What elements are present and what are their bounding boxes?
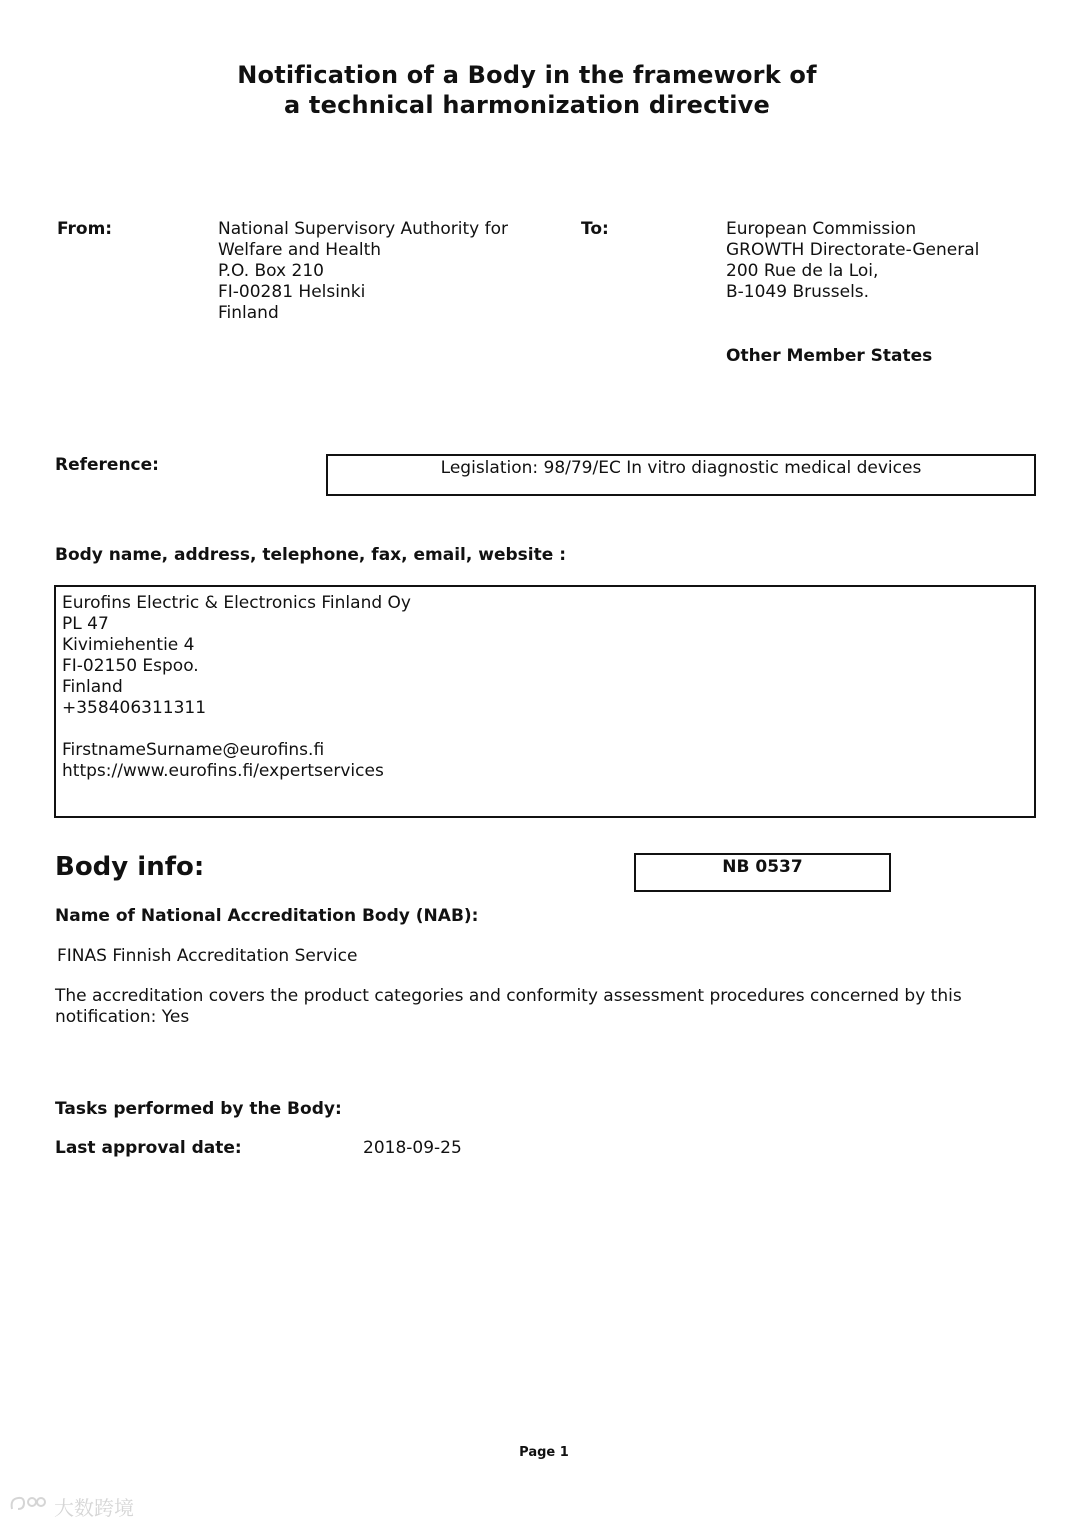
accreditation-statement xyxy=(55,986,962,1028)
approval-label: Last approval date: xyxy=(55,1138,242,1158)
watermark-logo-icon xyxy=(8,1493,48,1520)
body-blank-line xyxy=(62,719,1028,740)
body-phone: +358406311311 xyxy=(62,698,207,718)
to-label: To: xyxy=(581,219,609,239)
body-name: Eurofins Electric & Electronics Finland Oy xyxy=(62,593,411,613)
reference-value: Legislation: 98/79/EC In vitro diagnostic medical devices xyxy=(440,458,922,478)
document-title xyxy=(0,60,1054,120)
to-line: 200 Rue de la Loi, xyxy=(726,261,879,281)
watermark xyxy=(8,1492,134,1521)
from-line: P.O. Box 210 xyxy=(218,261,324,281)
approval-date: 2018-09-25 xyxy=(363,1138,462,1158)
from-line: FI-00281 Helsinki xyxy=(218,282,366,302)
reference-label: Reference: xyxy=(55,455,159,475)
body-contact-box xyxy=(54,585,1036,818)
other-member-states: Other Member States xyxy=(726,346,933,366)
nab-label: Name of National Accreditation Body (NAB): xyxy=(55,906,479,926)
from-label: From: xyxy=(57,219,113,239)
body-address-line: FI-02150 Espoo. xyxy=(62,656,199,676)
body-website: https://www.eurofins.fi/expertservices xyxy=(62,761,384,781)
to-line: GROWTH Directorate-General xyxy=(726,240,980,260)
body-address-line: Kivimiehentie 4 xyxy=(62,635,195,655)
to-address xyxy=(726,219,979,303)
title-line-2: a technical harmonization directive xyxy=(283,91,770,119)
from-line: National Supervisory Authority for xyxy=(218,219,509,239)
body-address-line: PL 47 xyxy=(62,614,109,634)
body-address-line: Finland xyxy=(62,677,123,697)
body-contact-label: Body name, address, telephone, fax, email, website : xyxy=(55,545,566,565)
title-line-1: Notification of a Body in the framework of xyxy=(237,61,817,89)
body-email: FirstnameSurname@eurofins.fi xyxy=(62,740,325,760)
nb-number-box xyxy=(634,853,891,892)
body-info-heading: Body info: xyxy=(55,852,205,882)
from-line: Welfare and Health xyxy=(218,240,382,260)
reference-box xyxy=(326,454,1036,496)
nab-value: FINAS Finnish Accreditation Service xyxy=(57,946,358,966)
from-address xyxy=(218,219,508,324)
accreditation-line-2: notification: Yes xyxy=(55,1007,190,1027)
to-line: European Commission xyxy=(726,219,917,239)
nb-number: NB 0537 xyxy=(722,857,803,877)
watermark-text: 大数跨境 xyxy=(54,1496,134,1520)
page-number: Page 1 xyxy=(519,1445,569,1460)
from-line: Finland xyxy=(218,303,279,323)
tasks-label: Tasks performed by the Body: xyxy=(55,1099,342,1119)
to-line: B-1049 Brussels. xyxy=(726,282,870,302)
accreditation-line-1: The accreditation covers the product categories and conformity assessment procedures concerned by this xyxy=(55,986,962,1006)
